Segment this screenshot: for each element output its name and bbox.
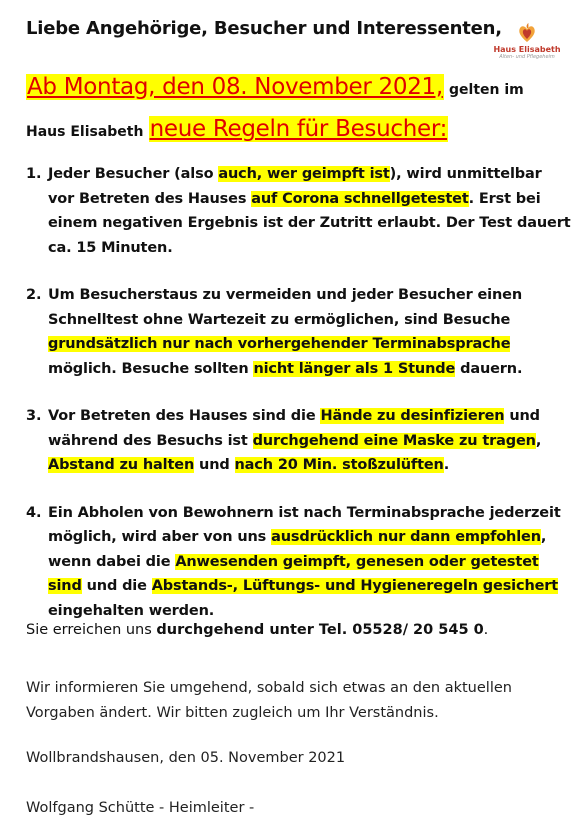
headline-row [26,74,524,100]
rules-list [26,162,571,646]
highlighted-text: Anwesenden geimpft, genesen oder getestet sind [48,553,539,594]
rule-text-segment: Vor Betreten des Hauses sind die [48,408,321,424]
contact-phone: durchgehend unter Tel. 05528/ 20 545 0 [156,622,484,638]
logo-name: Haus Elisabeth [493,45,561,54]
headline-tail: gelten im [449,82,524,98]
rule-item [26,162,571,260]
rule-text [48,404,571,478]
rule-text-segment: und während des Besuchs ist [48,408,540,449]
rule-text-segment: und [194,457,235,473]
rule-number: 1. [26,166,42,182]
headline-prefix: Haus Elisabeth [26,124,144,140]
rule-number: 2. [26,287,42,303]
logo [492,22,562,70]
rule-text [48,501,571,624]
highlighted-text: Hände zu desinfizieren [320,408,505,424]
rule-text-segment: . [443,457,450,473]
rule-text [48,283,571,381]
headline-date: Ab Montag, den 08. November 2021, [27,74,443,100]
contact-suffix: . [483,622,489,638]
highlighted-text: auch, wer geimpft ist [218,166,390,182]
contact-prefix: Sie erreichen uns [26,622,157,638]
rule-text-segment: Um Besucherstaus zu vermeiden und jeder Besucher einen Schnelltest ohne Wartezeit zu ermöglichen, sind Besuche [48,287,523,328]
contact-line [26,622,488,638]
subheadline-row [26,116,448,142]
highlighted-text: Abstand zu halten [48,457,195,473]
rule-text-segment: und die [81,578,152,594]
heart-flame-icon [516,22,538,44]
highlighted-text: durchgehend eine Maske zu tragen [252,432,536,449]
signature: Wolfgang Schütte - Heimleiter - [26,800,255,816]
rule-item [26,283,571,381]
rule-text-segment: Jeder Besucher (also [48,166,219,182]
rule-text-segment: möglich. Besuche sollten [48,360,254,377]
headline-rules: neue Regeln für Besucher: [149,116,448,142]
highlighted-text: grundsätzlich nur nach vorhergehender Terminabsprache [48,336,511,352]
highlighted-text: nicht länger als 1 Stunde [253,360,456,377]
rule-text-segment: ), wird unmittelbar vor Betreten des Hauses [48,166,542,207]
info-paragraph: Wir informieren Sie umgehend, sobald sich etwas an den aktuellen Vorgaben ändert. Wir bitten zugleich um Ihr Verständnis. [26,680,512,721]
logo-tagline: Alten- und Pflegeheim [499,54,555,60]
greeting: Liebe Angehörige, Besucher und Interessenten, [26,18,502,39]
rule-text-segment: Ein Abholen von Bewohnern ist nach Terminabsprache jederzeit möglich, wird aber von uns [48,504,561,545]
highlighted-text: Abstands-, Lüftungs- und Hygieneregeln gesichert [151,578,559,594]
rule-number: 3. [26,408,42,424]
rule-item [26,501,571,624]
rule-text-segment: eingehalten werden. [48,602,215,619]
place-date: Wollbrandshausen, den 05. November 2021 [26,750,346,766]
rule-item [26,404,571,478]
rule-number: 4. [26,504,42,521]
rule-text-segment: . Erst bei einem negativen Ergebnis ist der Zutritt erlaubt. Der Test dauert ca. 15 Minuten. [48,190,571,256]
highlighted-text: ausdrücklich nur dann empfohlen [271,529,541,545]
rule-text-segment: , wenn dabei die [48,529,547,570]
rule-text-segment: dauern. [455,360,523,377]
highlighted-text: nach 20 Min. stoßzulüften [234,457,444,473]
rule-text [48,162,571,260]
highlighted-text: auf Corona schnellgetestet [251,190,469,207]
rule-text-segment: , [535,432,542,449]
